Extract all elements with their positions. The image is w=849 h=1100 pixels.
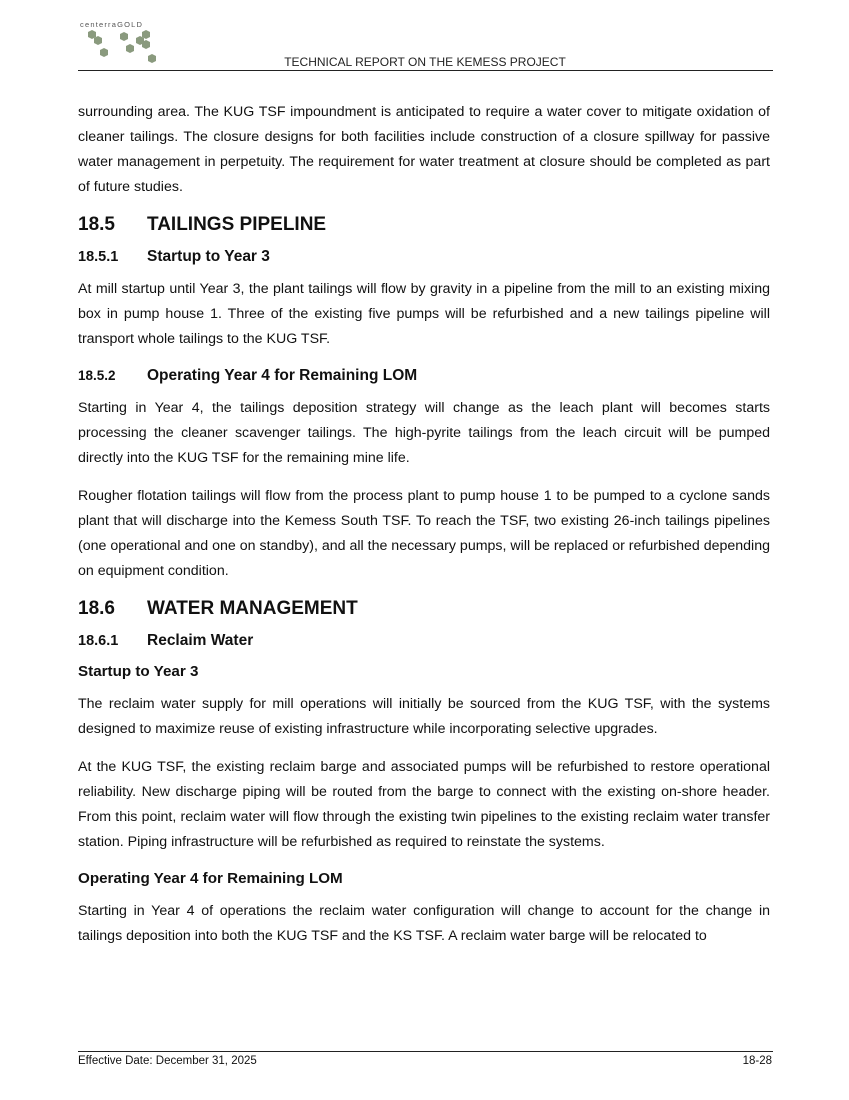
paragraph-18-6-1-a: The reclaim water supply for mill operations will initially be sourced from the KUG TSF, with the systems designed to maximize reuse of existing infrastructure while incorporating selective upgrades.: [78, 696, 770, 737]
subsection-heading-18-6-1: [78, 630, 770, 652]
section-heading-18-6: [78, 597, 770, 621]
footer-divider: [78, 1051, 773, 1052]
subsection-number: 18.5.1: [78, 249, 119, 265]
paragraph-18-5-1: At mill startup until Year 3, the plant tailings will flow by gravity in a pipeline from the mill to an existing mixing box in pump house 1. Three of the existing five pumps will be refurbished and a new tailings pipeline will transport whole tailings to the KUG TSF.: [78, 281, 770, 347]
subsection-heading-18-5-2: [78, 365, 770, 387]
paragraph-intro: surrounding area. The KUG TSF impoundment is anticipated to require a water cover to mitigate oxidation of cleaner tailings. The closure designs for both facilities include construction of a closure spillway for passive water management in perpetuity. The requirement for water treatment at closure should be completed as part of future studies.: [78, 104, 770, 195]
subsection-heading-18-5-1: [78, 246, 770, 268]
subsection-title: Startup to Year 3: [147, 248, 270, 265]
footer-effective-date: Effective Date: December 31, 2025: [78, 1055, 257, 1067]
sub-heading-year4: Operating Year 4 for Remaining LOM: [78, 870, 343, 887]
section-title: TAILINGS PIPELINE: [147, 214, 327, 235]
subsection-title: Operating Year 4 for Remaining LOM: [147, 367, 418, 384]
section-heading-18-5: [78, 213, 770, 237]
footer-page-number: 18-28: [742, 1055, 772, 1067]
paragraph-18-6-1-b: At the KUG TSF, the existing reclaim barge and associated pumps will be refurbished to restore operational reliability. New discharge piping will be routed from the barge to connect with the existing on-shore header. From this point, reclaim water will flow through the existing twin pipelines to the existing reclaim water transfer station. Piping infrastructure will be refurbished as required to reinstate the systems.: [78, 759, 770, 850]
paragraph-18-5-2-b: Rougher flotation tailings will flow from the process plant to pump house 1 to be pumped to a cyclone sands plant that will discharge into the Kemess South TSF. To reach the TSF, two existing 26-inch tailings pipelines (one operational and one on standby), and all the necessary pumps, will be replaced or refurbished depending on equipment condition.: [78, 488, 770, 579]
header-divider: [78, 70, 773, 71]
paragraph-18-5-2-a: Starting in Year 4, the tailings deposition strategy will change as the leach plant will becomes starts processing the cleaner scavenger tailings. The high-pyrite tailings from the leach circuit will be pumped directly into the KUG TSF for the remaining mine life.: [78, 400, 770, 466]
subsection-number: 18.5.2: [78, 368, 116, 383]
subsection-title: Reclaim Water: [147, 632, 254, 649]
subsection-number: 18.6.1: [78, 633, 119, 649]
section-title: WATER MANAGEMENT: [147, 598, 358, 619]
section-number: 18.6: [78, 598, 115, 619]
section-number: 18.5: [78, 214, 115, 235]
report-header-title: TECHNICAL REPORT ON THE KEMESS PROJECT: [284, 55, 566, 69]
document-body: [78, 100, 770, 962]
paragraph-18-6-1-c: Starting in Year 4 of operations the reclaim water configuration will change to account for the change in tailings deposition into both the KUG TSF and the KS TSF. A reclaim water barge will be relocated to: [78, 903, 770, 944]
sub-heading-startup: Startup to Year 3: [78, 663, 199, 680]
logo-wordmark: centerraGOLD: [80, 20, 144, 29]
